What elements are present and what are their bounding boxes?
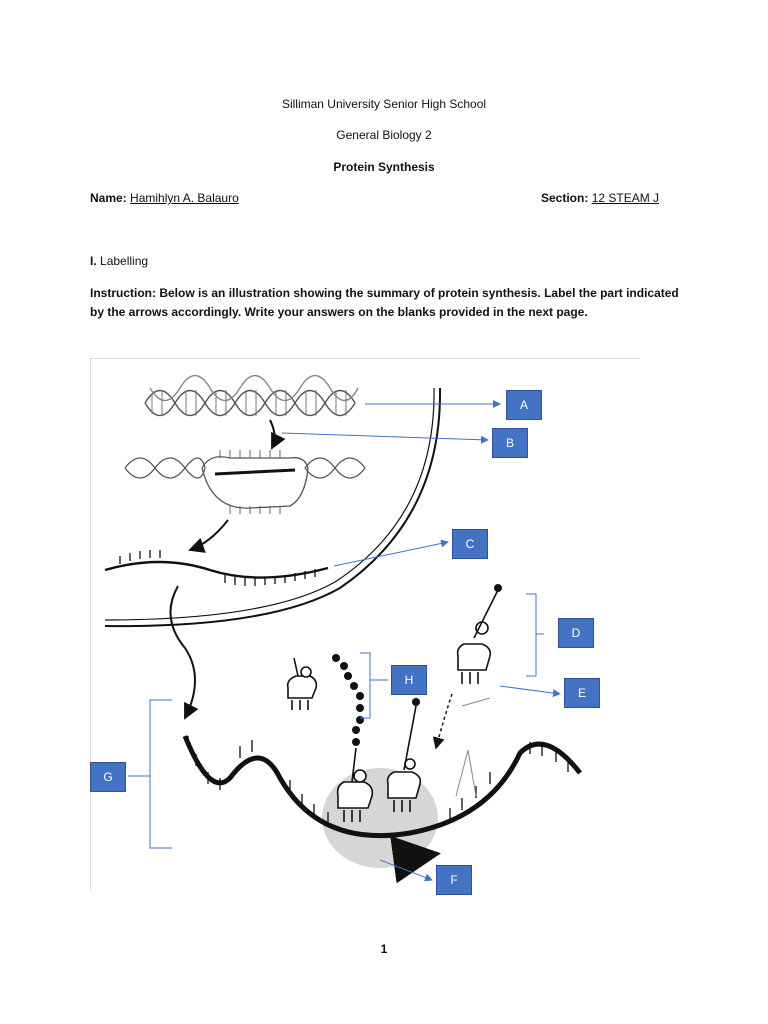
instruction-text: Below is an illustration showing the summary of protein synthesis. Label the part indicated by the arrows accordingly. Write your answers on the blanks provided in the next page. <box>90 286 679 319</box>
instruction-paragraph <box>90 284 680 322</box>
label-h: H <box>391 665 427 695</box>
label-f: F <box>436 865 472 895</box>
label-g: G <box>90 762 126 792</box>
label-e: E <box>564 678 600 708</box>
instruction-label: Instruction: <box>90 286 156 300</box>
label-c: C <box>452 529 488 559</box>
protein-synthesis-figure <box>90 358 640 890</box>
section-label: Section: <box>541 191 589 205</box>
part-heading <box>90 254 148 268</box>
part-title: Labelling <box>100 254 149 268</box>
transcription-bubble <box>125 457 365 508</box>
label-b: B <box>492 428 528 458</box>
name-value: Hamihlyn A. Balauro <box>130 191 239 205</box>
subject-title: General Biology 2 <box>336 128 432 142</box>
name-row <box>90 191 239 205</box>
topic-title: Protein Synthesis <box>333 160 435 174</box>
trna-molecules <box>288 590 498 822</box>
label-a: A <box>506 390 542 420</box>
dna-helix <box>145 376 358 416</box>
section-row <box>541 191 659 205</box>
name-label: Name: <box>90 191 127 205</box>
section-value: 12 STEAM J <box>591 191 660 205</box>
school-name: Silliman University Senior High School <box>281 97 487 111</box>
label-d: D <box>558 618 594 648</box>
page-number: 1 <box>380 942 388 956</box>
part-number: I. <box>90 254 97 268</box>
